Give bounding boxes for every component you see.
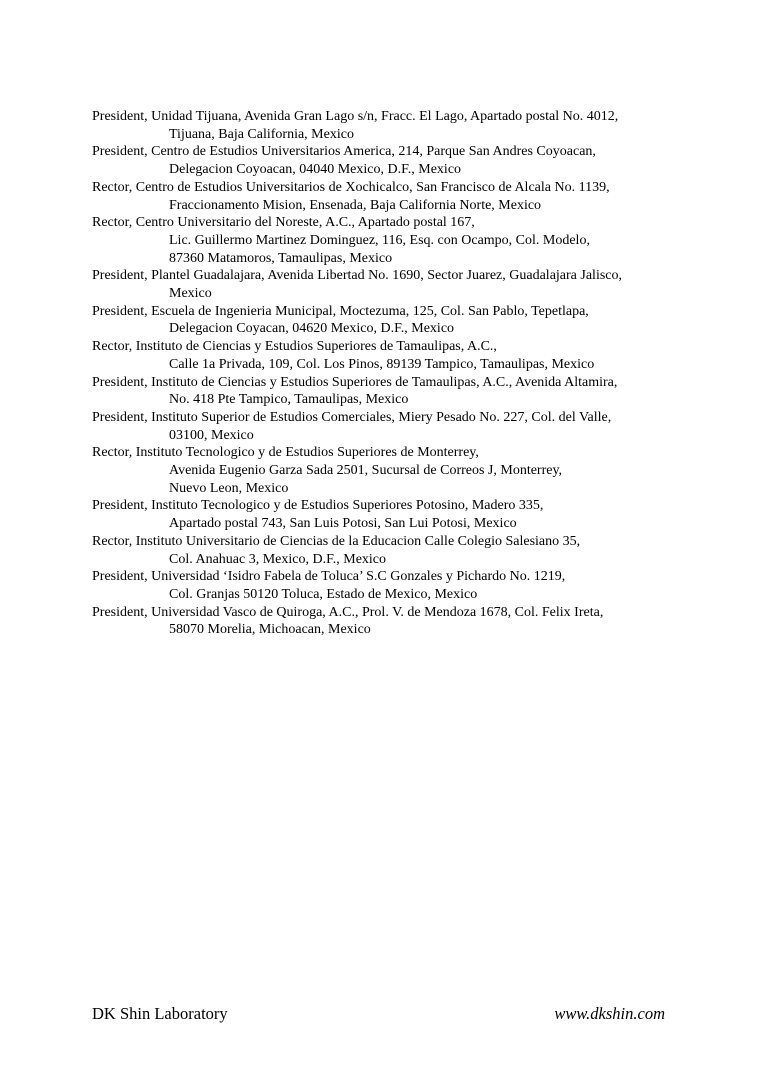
entry-continuation-line: Delegacion Coyacan, 04620 Mexico, D.F., Mexico [169,321,455,337]
entry-continuation-line: Fraccionamento Mision, Ensenada, Baja California Norte, Mexico [169,197,542,213]
entry-continuation-line: Apartado postal 743, San Luis Potosi, San Lui Potosi, Mexico [169,516,517,532]
entry-continuation-line: Col. Granjas 50120 Toluca, Estado de Mexico, Mexico [169,586,478,602]
entry-continuation-line: No. 418 Pte Tampico, Tamaulipas, Mexico [169,392,409,408]
address-entry [92,214,692,267]
entry-first-line: President, Instituto Tecnologico y de Estudios Superiores Potosino, Madero 335, [92,498,544,514]
address-entry [92,604,692,639]
entry-first-line: Rector, Instituto Universitario de Ciencias de la Educacion Calle Colegio Salesiano 35, [92,533,581,549]
entry-continuation-line: Lic. Guillermo Martinez Dominguez, 116, Esq. con Ocampo, Col. Modelo, [169,232,590,248]
entry-continuation-line: 03100, Mexico [169,427,254,443]
address-entry [92,409,692,444]
address-entry [92,374,692,409]
address-entry [92,143,692,178]
entry-first-line: President, Plantel Guadalajara, Avenida Libertad No. 1690, Sector Juarez, Guadalajara Jalisco, [92,268,622,284]
entry-continuation-line: Col. Anahuac 3, Mexico, D.F., Mexico [169,551,387,567]
entry-first-line: President, Unidad Tijuana, Avenida Gran Lago s/n, Fracc. El Lago, Apartado postal No. 4012, [92,109,619,124]
entry-continuation-line: Nuevo Leon, Mexico [169,480,289,496]
address-entry [92,568,692,603]
footer-website: www.dkshin.com [554,1004,665,1023]
address-entry [92,108,692,143]
entry-first-line: President, Centro de Estudios Universitarios America, 214, Parque San Andres Coyoacan, [92,144,596,160]
entry-first-line: President, Instituto de Ciencias y Estudios Superiores de Tamaulipas, A.C., Avenida Altamira, [92,374,618,390]
entry-continuation-line: Tijuana, Baja California, Mexico [169,126,354,142]
entry-continuation-line: Mexico [169,286,212,302]
entry-first-line: President, Universidad ‘Isidro Fabela de Toluca’ S.C Gonzales y Pichardo No. 1219, [92,569,566,585]
address-entry [92,444,692,497]
address-entry [92,267,692,302]
address-entry [92,533,692,568]
entry-first-line: President, Escuela de Ingenieria Municipal, Moctezuma, 125, Col. San Pablo, Tepetlapa, [92,303,589,319]
address-entry [92,338,692,373]
footer-lab-name: DK Shin Laboratory [92,1004,228,1023]
address-entry [92,303,692,338]
entry-continuation-line: 58070 Morelia, Michoacan, Mexico [169,622,371,638]
entry-continuation-line: Calle 1a Privada, 109, Col. Los Pinos, 89139 Tampico, Tamaulipas, Mexico [169,356,595,372]
entry-continuation-line: Delegacion Coyoacan, 04040 Mexico, D.F., Mexico [169,162,462,178]
entry-first-line: Rector, Centro de Estudios Universitarios de Xochicalco, San Francisco de Alcala No. 1139, [92,179,610,195]
entry-first-line: Rector, Centro Universitario del Noreste, A.C., Apartado postal 167, [92,215,475,231]
address-list [92,108,692,639]
entry-continuation-line: Avenida Eugenio Garza Sada 2501, Sucursal de Correos J, Monterrey, [169,463,563,479]
entry-first-line: Rector, Instituto Tecnologico y de Estudios Superiores de Monterrey, [92,445,479,461]
entry-first-line: President, Instituto Superior de Estudios Comerciales, Miery Pesado No. 227, Col. del Valle, [92,409,612,425]
address-entry [92,497,692,532]
entry-continuation-line: 87360 Matamoros, Tamaulipas, Mexico [169,250,393,266]
address-entry [92,179,692,214]
entry-first-line: Rector, Instituto de Ciencias y Estudios Superiores de Tamaulipas, A.C., [92,339,497,355]
entry-first-line: President, Universidad Vasco de Quiroga, A.C., Prol. V. de Mendoza 1678, Col. Felix Ireta, [92,604,604,620]
